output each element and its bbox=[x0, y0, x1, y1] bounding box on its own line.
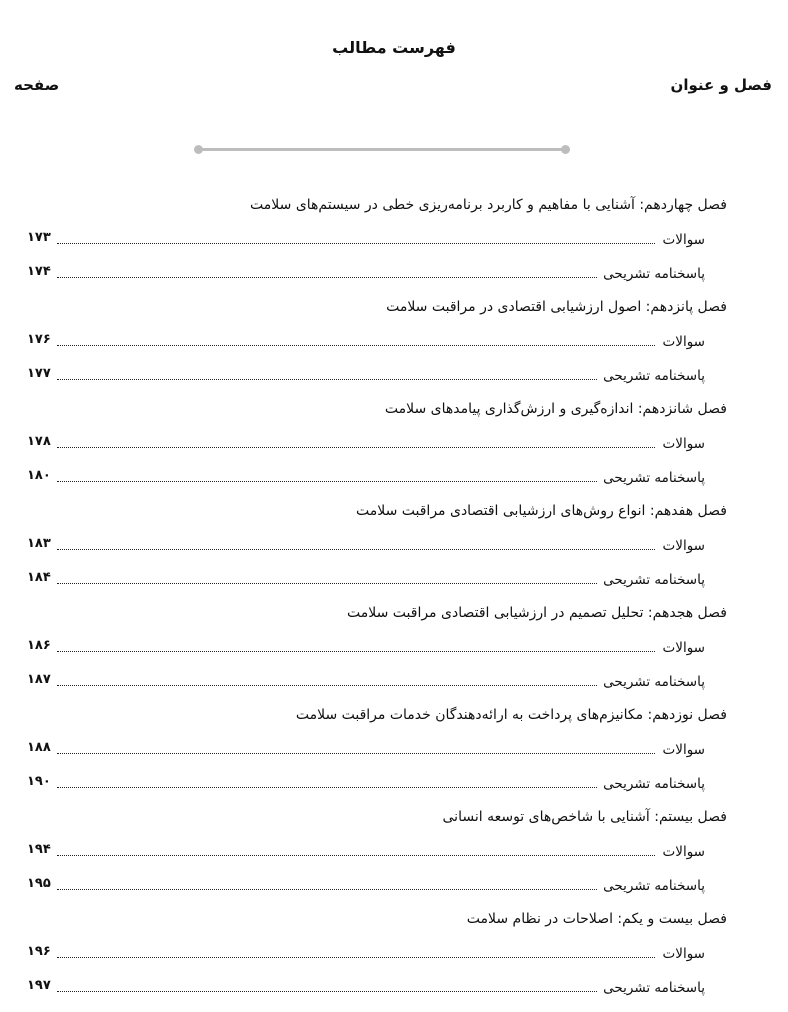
entry-label: پاسخنامه تشریحی bbox=[603, 878, 705, 894]
dot-leader bbox=[57, 481, 597, 482]
dot-leader bbox=[57, 753, 655, 754]
dot-leader bbox=[57, 787, 597, 788]
toc-entry-answers[interactable] bbox=[27, 666, 727, 700]
page-number: ۱۸۶ bbox=[27, 638, 51, 653]
dot-leader bbox=[57, 277, 597, 278]
toc-entry-questions[interactable] bbox=[27, 836, 727, 870]
dot-leader bbox=[57, 583, 597, 584]
entry-label: سوالات bbox=[662, 946, 705, 962]
dot-leader bbox=[57, 345, 655, 346]
page-column-header: صفحه bbox=[14, 76, 60, 94]
page-number: ۱۸۴ bbox=[27, 570, 51, 585]
page-number: ۱۷۳ bbox=[27, 230, 51, 245]
page-number: ۱۸۷ bbox=[27, 672, 51, 687]
page-number: ۱۹۴ bbox=[27, 842, 51, 857]
toc-entry-answers[interactable] bbox=[27, 870, 727, 904]
page-number: ۱۸۳ bbox=[27, 536, 51, 551]
chapter-title[interactable]: فصل هجدهم: تحلیل تصمیم در ارزشیابی اقتصادی مراقبت سلامت bbox=[347, 605, 727, 621]
page-number: ۱۹۵ bbox=[27, 876, 51, 891]
page-title: فهرست مطالب bbox=[332, 38, 456, 57]
page-number: ۱۹۶ bbox=[27, 944, 51, 959]
entry-label: پاسخنامه تشریحی bbox=[603, 980, 705, 996]
chapter-title[interactable]: فصل بیست و یکم: اصلاحات در نظام سلامت bbox=[466, 911, 727, 927]
page-number: ۱۸۰ bbox=[27, 468, 51, 483]
toc-entry-questions[interactable] bbox=[27, 938, 727, 972]
dot-leader bbox=[57, 855, 655, 856]
entry-label: پاسخنامه تشریحی bbox=[603, 266, 705, 282]
toc-entry-answers[interactable] bbox=[27, 564, 727, 598]
dot-leader bbox=[57, 447, 655, 448]
dot-leader bbox=[57, 991, 597, 992]
entry-label: سوالات bbox=[662, 334, 705, 350]
dot-leader bbox=[57, 379, 597, 380]
page-number: ۱۷۶ bbox=[27, 332, 51, 347]
toc-entry-answers[interactable] bbox=[27, 972, 727, 1006]
toc-entry-answers[interactable] bbox=[27, 462, 727, 496]
chapter-title[interactable]: فصل بیستم: آشنایی با شاخص‌های توسعه انسانی bbox=[442, 809, 727, 825]
dot-leader bbox=[57, 651, 655, 652]
toc-entry-questions[interactable] bbox=[27, 632, 727, 666]
entry-label: سوالات bbox=[662, 232, 705, 248]
entry-label: سوالات bbox=[662, 640, 705, 656]
page-number: ۱۷۷ bbox=[27, 366, 51, 381]
chapter-title[interactable]: فصل هفدهم: انواع روش‌های ارزشیابی اقتصادی مراقبت سلامت bbox=[355, 503, 727, 519]
entry-label: سوالات bbox=[662, 436, 705, 452]
page-number: ۱۹۰ bbox=[27, 774, 51, 789]
chapter-title[interactable]: فصل نوزدهم: مکانیزم‌های پرداخت به ارائه‌دهندگان خدمات مراقبت سلامت bbox=[295, 707, 727, 723]
dot-leader bbox=[57, 957, 655, 958]
toc-entry-questions[interactable] bbox=[27, 326, 727, 360]
entry-label: پاسخنامه تشریحی bbox=[603, 470, 705, 486]
chapter-title[interactable]: فصل شانزدهم: اندازه‌گیری و ارزش‌گذاری پیامدهای سلامت bbox=[384, 401, 727, 417]
page-number: ۱۸۸ bbox=[27, 740, 51, 755]
dot-leader bbox=[57, 243, 655, 244]
entry-label: پاسخنامه تشریحی bbox=[603, 776, 705, 792]
entry-label: سوالات bbox=[662, 844, 705, 860]
chapter-title[interactable]: فصل پانزدهم: اصول ارزشیابی اقتصادی در مراقبت سلامت bbox=[386, 299, 727, 315]
entry-label: سوالات bbox=[662, 742, 705, 758]
toc-entry-answers[interactable] bbox=[27, 360, 727, 394]
toc-entry-questions[interactable] bbox=[27, 428, 727, 462]
entry-label: پاسخنامه تشریحی bbox=[603, 368, 705, 384]
page-number: ۱۷۴ bbox=[27, 264, 51, 279]
toc-entry-answers[interactable] bbox=[27, 258, 727, 292]
dot-leader bbox=[57, 685, 597, 686]
dot-leader bbox=[57, 889, 597, 890]
divider bbox=[199, 148, 565, 151]
page-number: ۱۷۸ bbox=[27, 434, 51, 449]
chapter-title[interactable]: فصل چهاردهم: آشنایی با مفاهیم و کاربرد برنامه‌ریزی خطی در سیستم‌های سلامت bbox=[250, 197, 727, 213]
toc-entry-questions[interactable] bbox=[27, 734, 727, 768]
entry-label: پاسخنامه تشریحی bbox=[603, 674, 705, 690]
toc-entry-questions[interactable] bbox=[27, 224, 727, 258]
toc-entry-questions[interactable] bbox=[27, 530, 727, 564]
chapter-column-header: فصل و عنوان bbox=[670, 76, 772, 94]
table-of-contents bbox=[27, 190, 727, 1006]
entry-label: سوالات bbox=[662, 538, 705, 554]
dot-leader bbox=[57, 549, 655, 550]
entry-label: پاسخنامه تشریحی bbox=[603, 572, 705, 588]
toc-entry-answers[interactable] bbox=[27, 768, 727, 802]
page-number: ۱۹۷ bbox=[27, 978, 51, 993]
